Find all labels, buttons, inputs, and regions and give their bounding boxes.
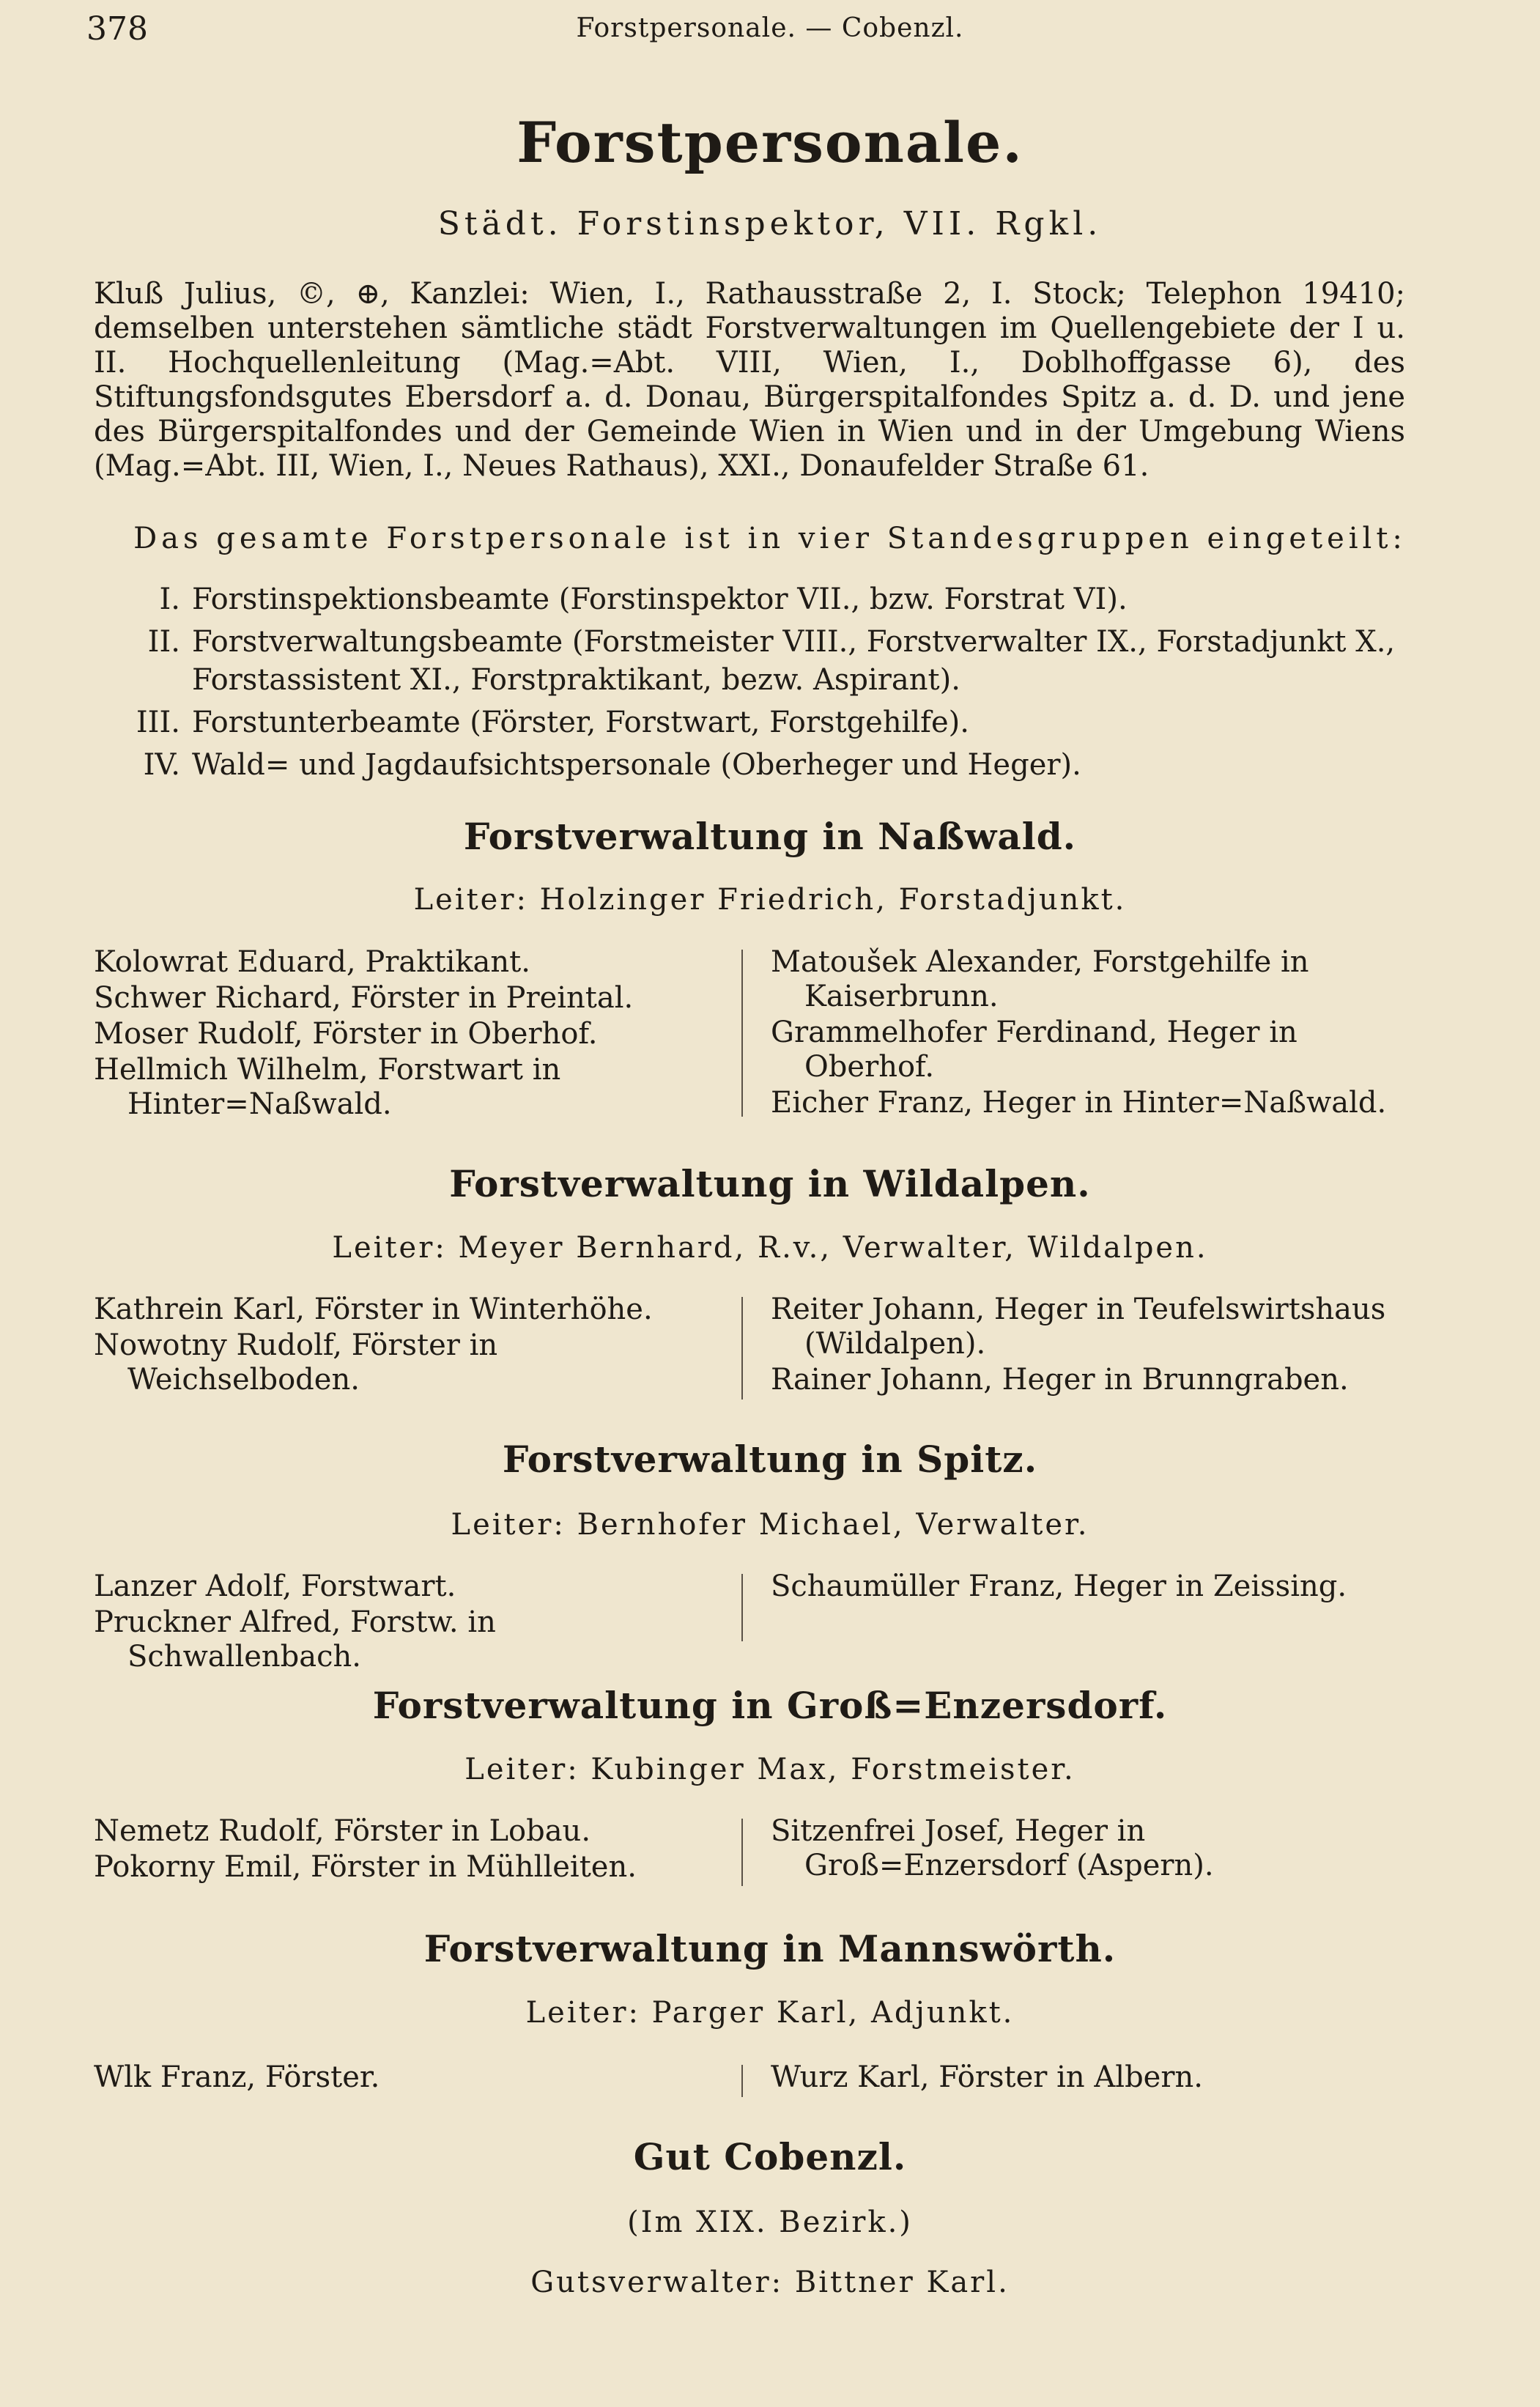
group-text: Wald= und Jagdaufsichtspersonale (Oberheger und Heger). bbox=[192, 748, 1081, 782]
staff-column-left bbox=[94, 1814, 724, 1886]
page-title: Forstpersonale. bbox=[517, 110, 1023, 175]
staff-entry: Grammelhofer Ferdinand, Heger in Oberhof. bbox=[771, 1016, 1297, 1084]
staff-column-left bbox=[94, 1293, 724, 1399]
section-title-nasswald: Forstverwaltung in Naßwald. bbox=[463, 815, 1077, 858]
section-staff-gross-enzersdorf bbox=[94, 1814, 1405, 1887]
section-title-gross-enzersdorf: Forstverwaltung in Groß=Enzersdorf. bbox=[372, 1684, 1168, 1727]
column-divider bbox=[741, 1819, 743, 1886]
staff-entry: Wurz Karl, Förster in Albern. bbox=[771, 2060, 1203, 2094]
running-head bbox=[0, 10, 1540, 54]
staff-column-right bbox=[771, 1814, 1405, 1885]
group-number: I. bbox=[159, 583, 180, 616]
running-title: Forstpersonale. — Cobenzl. bbox=[576, 13, 964, 43]
group-number: III. bbox=[136, 706, 180, 739]
group-item bbox=[117, 623, 1407, 699]
section-leader-gross-enzersdorf: Leiter: Kubinger Max, Forstmeister. bbox=[464, 1753, 1076, 1786]
group-text: Forstverwaltungsbeamte (Forstmeister VIII., Forstverwalter IX., Forstadjunkt X., Forstassistent XI., Forstpraktikant, bezw. Aspirant). bbox=[192, 625, 1396, 697]
cobenzl-title: Gut Cobenzl. bbox=[633, 2135, 907, 2178]
staff-entry: Rainer Johann, Heger in Brunngraben. bbox=[771, 1363, 1349, 1397]
section-staff-nasswald bbox=[94, 945, 1405, 1121]
section-staff-spitz bbox=[94, 1569, 1405, 1674]
group-item bbox=[117, 580, 1407, 618]
staff-entry: Pruckner Alfred, Forstw. in Schwallenbach. bbox=[94, 1605, 496, 1674]
staff-column-right bbox=[771, 1569, 1405, 1605]
groups-heading: Das gesamte Forstpersonale ist in vier Standesgruppen eingeteilt: bbox=[133, 522, 1407, 555]
staff-column-right bbox=[771, 2060, 1405, 2096]
staff-column-left bbox=[94, 2060, 724, 2096]
section-leader-nasswald: Leiter: Holzinger Friedrich, Forstadjunkt. bbox=[413, 883, 1127, 917]
intro-paragraph: Kluß Julius, ©, ⊕, Kanzlei: Wien, I., Rathausstraße 2, I. Stock; Telephon 19410; demselben unterstehen sämtliche städt Forstverwaltungen im Quellengebiete der I u. II. Hochquellenleitung (Mag.=Abt. VIII, Wien, I., Doblhoffgasse 6), des Stiftungsfondsgutes Ebersdorf a. d. Donau, Bürgerspitalfondes Spitz a. d. D. und jene des Bürgerspitalfondes und der Gemeinde Wien in Wien und in der Umgebung Wiens (Mag.=Abt. III, Wien, I., Neues Rathaus), XXI., Donaufelder Straße 61. bbox=[94, 277, 1405, 483]
staff-column-left bbox=[94, 1569, 724, 1676]
column-divider bbox=[741, 2065, 743, 2097]
staff-entry: Eicher Franz, Heger in Hinter=Naßwald. bbox=[771, 1086, 1387, 1120]
staff-column-right bbox=[771, 945, 1405, 1122]
staff-entry: Reiter Johann, Heger in Teufelswirtshaus (Wildalpen). bbox=[771, 1293, 1386, 1361]
group-text: Forstinspektionsbeamte (Forstinspektor VII., bzw. Forstrat VI). bbox=[192, 583, 1128, 616]
section-staff-mannswoerth bbox=[94, 2060, 1405, 2099]
section-leader-mannswoerth: Leiter: Parger Karl, Adjunkt. bbox=[525, 1996, 1015, 2030]
group-item bbox=[117, 746, 1407, 784]
staff-entry: Schaumüller Franz, Heger in Zeissing. bbox=[771, 1569, 1347, 1603]
cobenzl-administrator: Gutsverwalter: Bittner Karl. bbox=[530, 2266, 1010, 2299]
group-text: Forstunterbeamte (Förster, Forstwart, Forstgehilfe). bbox=[192, 706, 969, 739]
staff-column-right bbox=[771, 1293, 1405, 1399]
groups-list bbox=[117, 580, 1407, 788]
staff-entry: Wlk Franz, Förster. bbox=[94, 2060, 380, 2094]
staff-entry: Nowotny Rudolf, Förster in Weichselboden. bbox=[94, 1328, 498, 1397]
group-item bbox=[117, 703, 1407, 742]
staff-entry: Nemetz Rudolf, Förster in Lobau. bbox=[94, 1814, 591, 1848]
page-number: 378 bbox=[86, 10, 148, 48]
staff-entry: Pokorny Emil, Förster in Mühlleiten. bbox=[94, 1850, 637, 1884]
group-number: II. bbox=[147, 625, 180, 659]
cobenzl-district: (Im XIX. Bezirk.) bbox=[627, 2206, 913, 2239]
staff-entry: Schwer Richard, Förster in Preintal. bbox=[94, 981, 634, 1015]
staff-entry: Matoušek Alexander, Forstgehilfe in Kaiserbrunn. bbox=[771, 945, 1309, 1013]
column-divider bbox=[741, 950, 743, 1117]
section-title-wildalpen: Forstverwaltung in Wildalpen. bbox=[449, 1162, 1091, 1205]
section-staff-wildalpen bbox=[94, 1293, 1405, 1402]
section-title-mannswoerth: Forstverwaltung in Mannswörth. bbox=[423, 1927, 1117, 1970]
staff-entry: Hellmich Wilhelm, Forstwart in Hinter=Naßwald. bbox=[94, 1053, 561, 1121]
staff-entry: Sitzenfrei Josef, Heger in Groß=Enzersdorf (Aspern). bbox=[771, 1814, 1214, 1882]
staff-entry: Kolowrat Eduard, Praktikant. bbox=[94, 945, 530, 979]
page-subtitle: Städt. Forstinspektor, VII. Rgkl. bbox=[437, 205, 1103, 243]
staff-entry: Moser Rudolf, Förster in Oberhof. bbox=[94, 1017, 598, 1051]
section-leader-spitz: Leiter: Bernhofer Michael, Verwalter. bbox=[451, 1508, 1089, 1542]
section-title-spitz: Forstverwaltung in Spitz. bbox=[502, 1438, 1038, 1481]
staff-column-left bbox=[94, 945, 724, 1123]
section-leader-wildalpen: Leiter: Meyer Bernhard, R.v., Verwalter, Wildalpen. bbox=[332, 1231, 1208, 1265]
staff-entry: Lanzer Adolf, Forstwart. bbox=[94, 1569, 456, 1603]
staff-entry: Kathrein Karl, Förster in Winterhöhe. bbox=[94, 1293, 653, 1326]
column-divider bbox=[741, 1574, 743, 1641]
group-number: IV. bbox=[143, 748, 180, 782]
column-divider bbox=[741, 1297, 743, 1400]
